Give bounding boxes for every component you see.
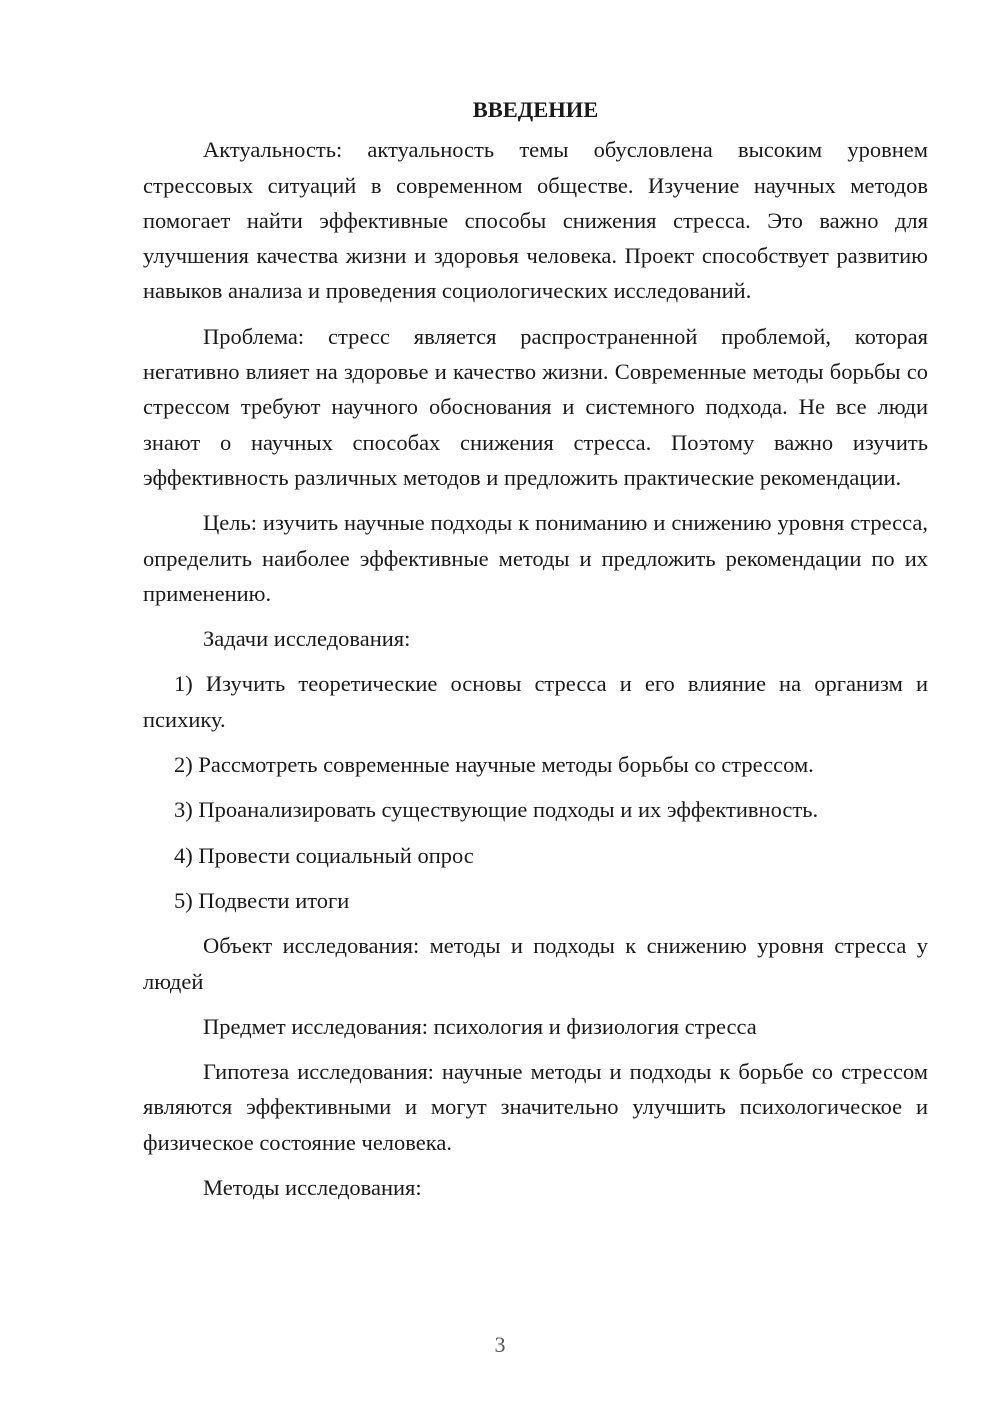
relevance-paragraph: Актуальность: актуальность темы обусловлена высоким уровнем стрессовых ситуаций в современном обществе. Изучение научных методов помогает найти эффективные способы снижения стресса. Это важно для улучшения качества жизни и здоровья человека. Проект способствует развитию навыков анализа и проведения социологических исследований. bbox=[143, 137, 928, 304]
hypothesis-paragraph: Гипотеза исследования: научные методы и подходы к борьбе со стрессом являются эффективными и могут значительно улучшить психологическое и физическое состояние человека. bbox=[143, 1059, 928, 1155]
object-paragraph: Объект исследования: методы и подходы к снижению уровня стресса у людей bbox=[143, 933, 928, 994]
task-item: 2) Рассмотреть современные научные методы борьбы со стрессом. bbox=[174, 752, 814, 778]
tasks-heading: Задачи исследования: bbox=[203, 626, 411, 652]
problem-paragraph: Проблема: стресс является распространенной проблемой, которая негативно влияет на здоровье и качество жизни. Современные методы борьбы со стрессом требуют научного обоснования и системного подхода. Не все люди знают о научных способах снижения стресса. Поэтому важно изучить эффективность различных методов и предложить практические рекомендации. bbox=[143, 323, 928, 490]
subject-paragraph: Предмет исследования: психология и физиология стресса bbox=[203, 1013, 757, 1039]
task-item: 4) Провести социальный опрос bbox=[174, 842, 474, 868]
task-item: 1) Изучить теоретические основы стресса и его влияние на организм и психику. bbox=[143, 671, 928, 732]
task-item: 3) Проанализировать существующие подходы и их эффективность. bbox=[174, 797, 819, 823]
page-number: 3 bbox=[494, 1332, 506, 1357]
section-heading: ВВЕДЕНИЕ bbox=[472, 97, 599, 122]
methods-heading: Методы исследования: bbox=[203, 1175, 422, 1201]
page-content bbox=[143, 92, 928, 1215]
goal-paragraph: Цель: изучить научные подходы к пониманию и снижению уровня стресса, определить наиболее эффективные методы и предложить рекомендации по их применению. bbox=[143, 510, 928, 606]
task-item: 5) Подвести итоги bbox=[174, 887, 350, 913]
